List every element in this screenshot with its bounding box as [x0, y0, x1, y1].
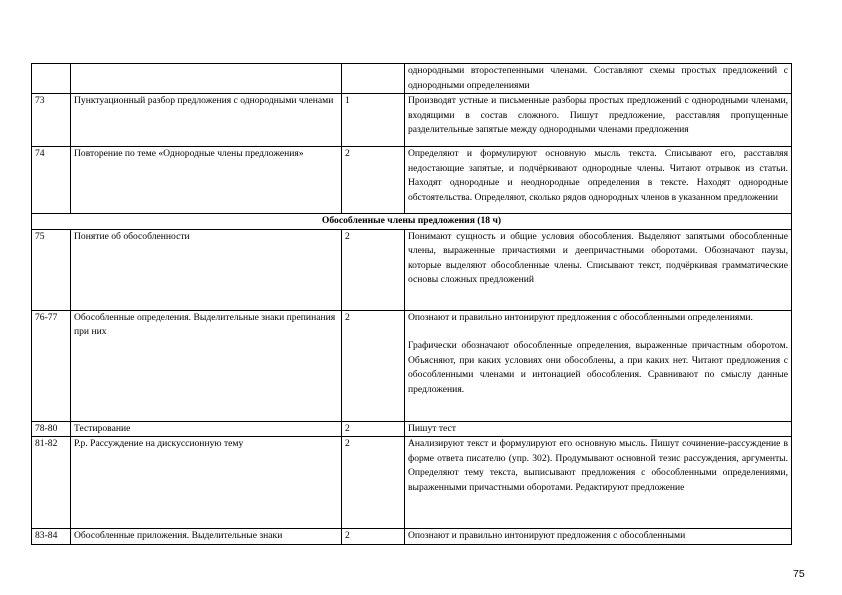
lesson-topic: Повторение по теме «Однородные члены предложения» [71, 147, 342, 214]
section-header-row [32, 214, 792, 230]
lesson-topic: Р.р. Рассуждение на дискуссионную тему [71, 437, 342, 529]
student-activities [405, 310, 792, 421]
lesson-hours [342, 64, 405, 94]
lesson-plan-table [31, 63, 792, 545]
student-activities [405, 421, 792, 437]
student-activities [405, 64, 792, 94]
activity-paragraph: Определяют и формулируют основную мысль текста. Списывают его, расставляя недостающие запятые, и подчёркивают однородные члены. Читают отрывок из статьи. Находят однородные и неоднородные определения в тексте. Находят однородные обстоятельства. Определяют, сколько рядов однородных членов в указанном предложении [408, 148, 788, 203]
student-activities [405, 529, 792, 545]
lesson-number: 74 [32, 147, 71, 214]
lesson-row [32, 529, 792, 545]
lesson-topic: Пунктуационный разбор предложения с однородными членами [71, 94, 342, 147]
lesson-number: 73 [32, 94, 71, 147]
lesson-number [32, 64, 71, 94]
lesson-topic [71, 64, 342, 94]
page-number: 75 [793, 568, 805, 580]
activity-paragraph: Графически обозначают обособленные определения, выраженные причастным оборотом. Объясняют, при каких условиях они обособлены, а при каких нет. Читают предложения с обособленными членами и интонацией обособления. Сравнивают по смыслу данные предложения. [408, 340, 788, 395]
lesson-plan-body [32, 64, 792, 545]
lesson-row [32, 421, 792, 437]
lesson-hours: 2 [342, 229, 405, 310]
activity-paragraph: Понимают сущность и общие условия обособления. Выделяют запятыми обособленные члены, выраженные причастиями и деепричастными оборотами. Обозначают паузы, которые выделяют обособленные члены. Списывают текст, подчёркивая грамматические основы сложных предложений [408, 230, 788, 285]
student-activities [405, 147, 792, 214]
section-title: Обособленные члены предложения (18 ч) [32, 214, 792, 230]
lesson-row [32, 229, 792, 310]
activity-paragraph: Опознают и правильно интонируют предложения с обособленными [408, 530, 686, 541]
lesson-hours: 1 [342, 94, 405, 147]
student-activities [405, 437, 792, 529]
lesson-topic: Обособленные приложения. Выделительные знаки [71, 529, 342, 545]
activity-paragraph: Производят устные и письменные разборы простых предложений с однородными членами, входящими в состав сложного. Пишут предложение, расставляя пропущенные разделительные запятые между однородными членами предложения [408, 95, 788, 135]
student-activities [405, 229, 792, 310]
lesson-hours: 2 [342, 310, 405, 421]
lesson-topic: Обособленные определения. Выделительные знаки препинания при них [71, 310, 342, 421]
lesson-hours: 2 [342, 529, 405, 545]
lesson-number: 78-80 [32, 421, 71, 437]
lesson-topic: Тестирование [71, 421, 342, 437]
activity-paragraph: Пишут тест [408, 422, 456, 434]
lesson-number: 83-84 [32, 529, 71, 545]
lesson-row [32, 437, 792, 529]
student-activities [405, 94, 792, 147]
lesson-number: 76-77 [32, 310, 71, 421]
lesson-row [32, 147, 792, 214]
activity-paragraph: однородными второстепенными членами. Составляют схемы простых предложений с однородными определениями [408, 65, 788, 91]
activity-paragraph: Анализируют текст и формулируют его основную мысль. Пишут сочинение-рассуждение в форме ответа писателю (упр. 302). Продумывают основной тезис рассуждения, аргументы. Определяют тему текста, выписывают предложения с обособленными определениями, выраженными причастными оборотами. Редактируют предложение [408, 438, 788, 493]
lesson-row [32, 94, 792, 147]
lesson-number: 81-82 [32, 437, 71, 529]
lesson-number: 75 [32, 229, 71, 310]
lesson-row [32, 64, 792, 94]
activity-paragraph: Опознают и правильно интонируют предложения с обособленными определениями. [408, 311, 753, 323]
lesson-hours: 2 [342, 437, 405, 529]
lesson-hours: 2 [342, 421, 405, 437]
lesson-row [32, 310, 792, 421]
lesson-hours: 2 [342, 147, 405, 214]
lesson-topic: Понятие об обособленности [71, 229, 342, 310]
